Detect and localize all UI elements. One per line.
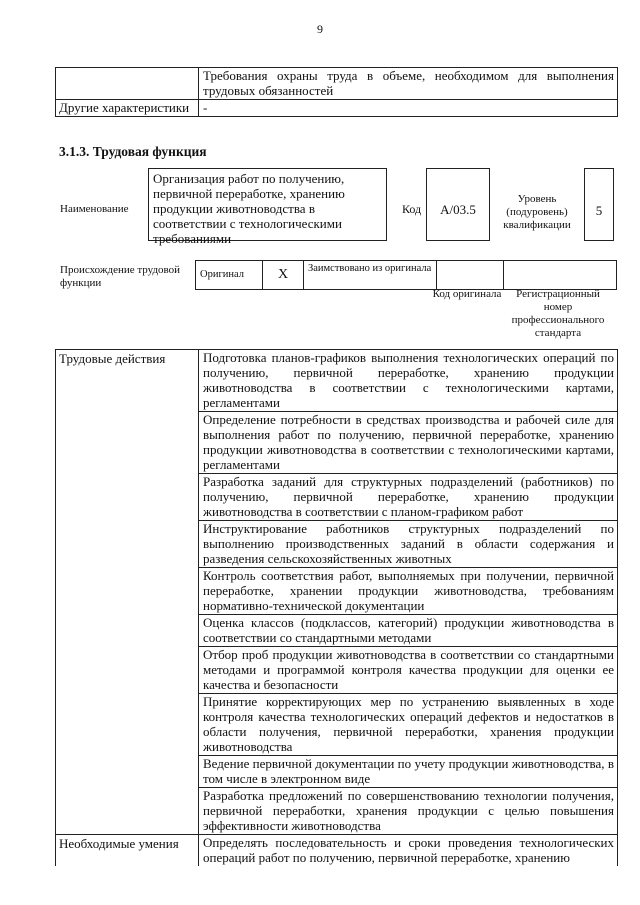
other-characteristics-value: - <box>199 100 618 117</box>
function-name-box: Организация работ по получению, первичной переработке, хранению продукции животноводства в соответствии с технологическими требованиями <box>148 168 387 241</box>
borrowed-cell: Заимствовано из оригинала <box>304 261 437 290</box>
section-heading: 3.1.3. Трудовая функция <box>59 144 207 159</box>
origin-label: Происхождение трудовой функции <box>60 264 181 289</box>
action-item: Разработка заданий для структурных подразделений (работников) по получению, первичной переработке, хранению продукции животноводства в соответствии с планом-графиком работ <box>199 474 618 521</box>
other-characteristics-label: Другие характеристики <box>56 100 199 117</box>
code-original-caption: Код оригинала <box>432 288 502 300</box>
action-item: Принятие корректирующих мер по устранению выявленных в ходе контроля качества технологических операций дефектов и недостатков в области получения, первичной переработки, хранения продукции животноводства <box>199 694 618 756</box>
code-label: Код <box>402 202 422 216</box>
original-mark: X <box>263 261 304 290</box>
action-item: Контроль соответствия работ, выполняемых при получении, первичной переработке, хранении продукции животноводства, требованиям нормативно-технической документации <box>199 568 618 615</box>
qualification-level-box: 5 <box>584 168 614 241</box>
action-item: Инструктирование работников структурных подразделений по выполнению производственных заданий в области содержания и разведения сельскохозяйственных животных <box>199 521 618 568</box>
top-table <box>55 67 618 117</box>
reg-number-cell <box>504 261 617 290</box>
action-item: Оценка классов (подклассов, категорий) продукции животноводства в соответствии со стандартными методами <box>199 615 618 647</box>
action-item: Ведение первичной документации по учету продукции животноводства, в том числе в электронном виде <box>199 756 618 788</box>
top-empty-cell <box>56 68 199 100</box>
actions-label: Трудовые действия <box>56 350 199 835</box>
qualification-level-label: Уровень (подуровень) квалификации <box>503 193 571 231</box>
original-cell: Оригинал <box>196 261 263 290</box>
origin-table <box>195 260 617 290</box>
name-label: Наименование <box>60 203 129 215</box>
action-item: Разработка предложений по совершенствованию технологии получения, первичной переработки, хранения продукции с целью повышения эффективности животноводства <box>199 788 618 835</box>
safety-requirements-cell: Требования охраны труда в объеме, необходимом для выполнения трудовых обязанностей <box>199 68 618 100</box>
action-item: Определение потребности в средствах производства и рабочей силе для выполнения работ по получению, первичной переработке, хранению продукции животноводства в соответствии с технологическими картами, регламентами <box>199 412 618 474</box>
action-item: Отбор проб продукции животноводства в соответствии со стандартными методами и программой контроля качества продукции для оценки ее качества и безопасности <box>199 647 618 694</box>
main-table <box>55 349 618 866</box>
page-number: 9 <box>317 22 323 36</box>
code-original-cell <box>437 261 504 290</box>
reg-number-caption: Регистрационный номер профессионального стандарта <box>511 288 605 339</box>
skills-item: Определять последовательность и сроки проведения технологических операций работ по получению, первичной переработке, хранению <box>199 835 618 867</box>
action-item: Подготовка планов-графиков выполнения технологических операций по получению, первичной переработке, хранению продукции животноводства в соответствии с технологическими картами, регламентами <box>199 350 618 412</box>
code-value-box: А/03.5 <box>426 168 490 241</box>
skills-label: Необходимые умения <box>56 835 199 867</box>
